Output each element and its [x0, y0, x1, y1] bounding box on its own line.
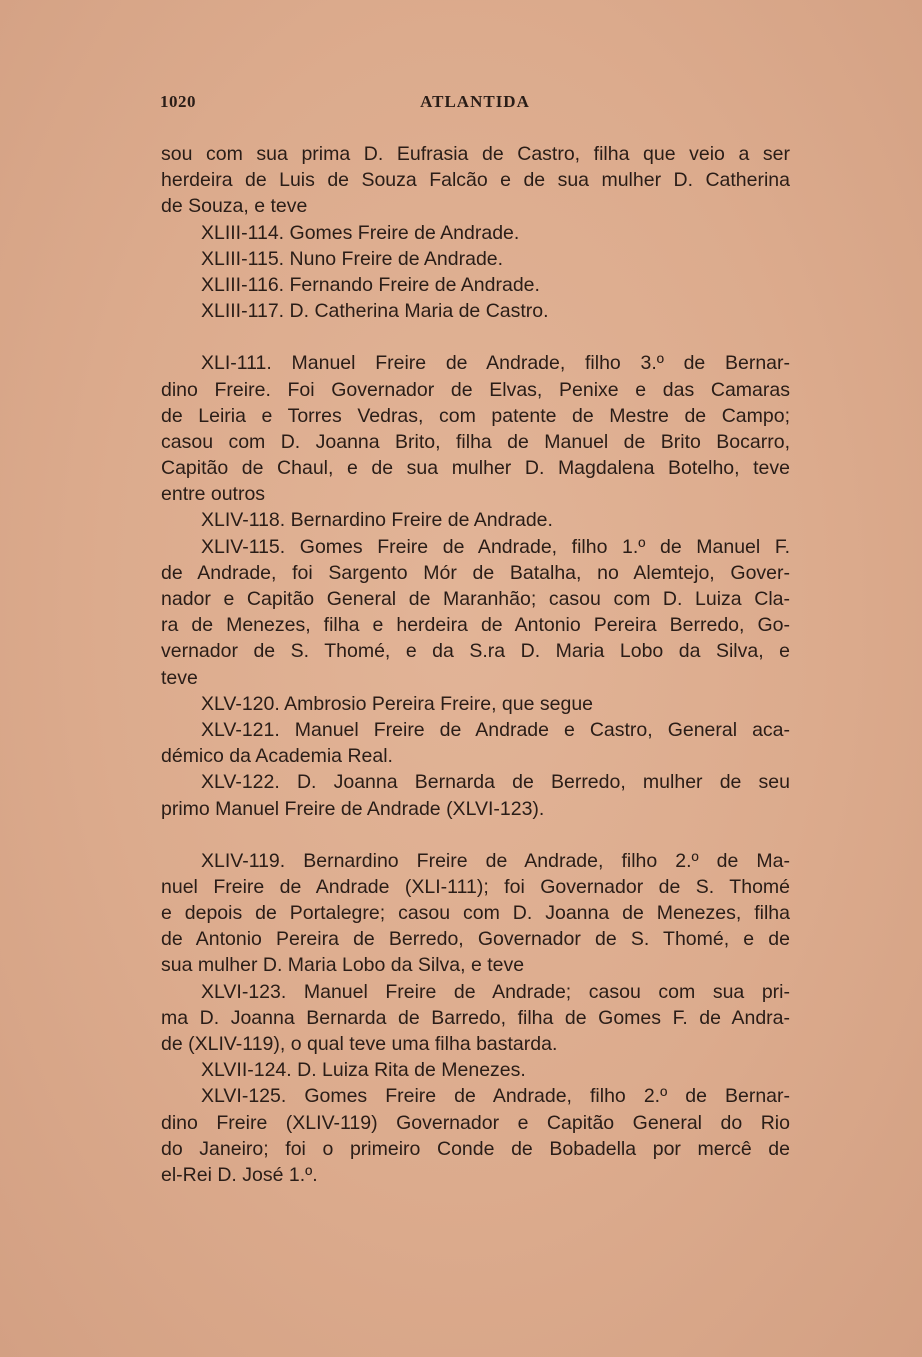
text-line: herdeira de Luis de Souza Falcão e de sua mulher D. Catherina — [161, 169, 790, 192]
text-line: ma D. Joanna Bernarda de Barredo, filha de Gomes F. de Andra- — [161, 1006, 790, 1029]
text-line: démico da Academia Real. — [161, 745, 393, 768]
text-line: XLIII-116. Fernando Freire de Andrade. — [201, 273, 540, 296]
text-line: XLIII-115. Nuno Freire de Andrade. — [201, 247, 504, 270]
text-line: XLIII-114. Gomes Freire de Andrade. — [201, 221, 520, 244]
text-line: XLV-120. Ambrosio Pereira Freire, que segue — [201, 692, 594, 715]
text-line: casou com D. Joanna Brito, filha de Manuel de Brito Bocarro, — [161, 430, 790, 453]
text-line: XLIII-117. D. Catherina Maria de Castro. — [201, 300, 549, 323]
text-line: primo Manuel Freire de Andrade (XLVI-123). — [161, 797, 545, 820]
text-line: e depois de Portalegre; casou com D. Joanna de Menezes, filha — [161, 902, 790, 925]
paragraph-gap — [161, 822, 790, 848]
text-line: do Janeiro; foi o primeiro Conde de Bobadella por mercê de — [161, 1137, 790, 1160]
text-line: nuel Freire de Andrade (XLI-111); foi Governador de S. Thomé — [161, 875, 790, 898]
text-line: vernador de S. Thomé, e da S.ra D. Maria Lobo da Silva, e — [161, 640, 790, 663]
text-line: XLIV-118. Bernardino Freire de Andrade. — [201, 509, 553, 532]
text-line: de Antonio Pereira de Berredo, Governador de S. Thomé, e de — [161, 928, 790, 951]
text-line: sua mulher D. Maria Lobo da Silva, e teve — [161, 954, 525, 977]
running-title: ATLANTIDA — [420, 92, 530, 111]
text-line: entre outros — [161, 483, 266, 506]
text-line: de Andrade, foi Sargento Mór de Batalha, no Alemtejo, Gover- — [161, 561, 790, 584]
text-line: XLIV-119. Bernardino Freire de Andrade, filho 2.º de Ma- — [201, 849, 790, 872]
text-line: Capitão de Chaul, e de sua mulher D. Magdalena Botelho, teve — [161, 457, 790, 480]
text-line: teve — [161, 666, 198, 689]
page-header — [160, 92, 790, 116]
text-line: de Leiria e Torres Vedras, com patente de Mestre de Campo; — [161, 404, 790, 427]
text-line: XLI-111. Manuel Freire de Andrade, filho 3.º de Bernar- — [201, 352, 790, 375]
text-line: el-Rei D. José 1.º. — [161, 1163, 318, 1186]
text-line: dino Freire (XLIV-119) Governador e Capitão General do Rio — [161, 1111, 790, 1134]
text-line: XLIV-115. Gomes Freire de Andrade, filho 1.º de Manuel F. — [201, 535, 790, 558]
page-number: 1020 — [160, 92, 196, 111]
text-line: XLV-122. D. Joanna Bernarda de Berredo, mulher de seu — [201, 771, 790, 794]
body-text — [161, 141, 790, 1188]
text-line: nador e Capitão General de Maranhão; casou com D. Luiza Cla- — [161, 588, 790, 610]
paragraph-gap — [161, 324, 790, 350]
text-line: XLVII-124. D. Luiza Rita de Menezes. — [201, 1059, 526, 1082]
text-line: XLV-121. Manuel Freire de Andrade e Castro, General aca- — [201, 718, 790, 741]
text-line: de (XLIV-119), o qual teve uma filha bastarda. — [161, 1033, 558, 1055]
text-line: ra de Menezes, filha e herdeira de Antonio Pereira Berredo, Go- — [161, 614, 790, 637]
text-line: XLVI-123. Manuel Freire de Andrade; casou com sua pri- — [201, 980, 790, 1003]
text-line: XLVI-125. Gomes Freire de Andrade, filho 2.º de Bernar- — [201, 1085, 790, 1108]
text-line: sou com sua prima D. Eufrasia de Castro, filha que veio a ser — [161, 143, 790, 165]
text-line: dino Freire. Foi Governador de Elvas, Penixe e das Camaras — [161, 378, 790, 401]
text-line: de Souza, e teve — [161, 195, 308, 218]
